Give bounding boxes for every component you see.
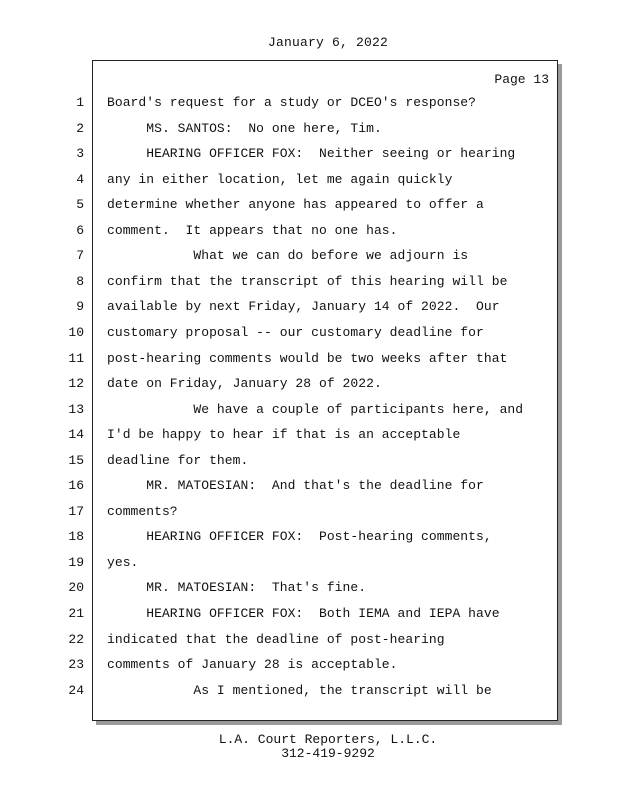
line-text: deadline for them. bbox=[107, 453, 249, 468]
line-text: yes. bbox=[107, 555, 139, 570]
line-text: HEARING OFFICER FOX: Post-hearing comments, bbox=[107, 529, 492, 544]
line-text: MR. MATOESIAN: And that's the deadline for bbox=[107, 478, 484, 493]
footer-phone: 312-419-9292 bbox=[281, 746, 375, 761]
line-number: 7 bbox=[76, 248, 84, 263]
line-number: 9 bbox=[76, 299, 84, 314]
line-number: 23 bbox=[68, 657, 84, 672]
line-number: 18 bbox=[68, 529, 84, 544]
line-text: Board's request for a study or DCEO's response? bbox=[107, 95, 477, 110]
line-text: any in either location, let me again quickly bbox=[107, 172, 453, 187]
line-text: HEARING OFFICER FOX: Neither seeing or hearing bbox=[107, 146, 516, 161]
line-text: What we can do before we adjourn is bbox=[107, 248, 469, 263]
line-text: MR. MATOESIAN: That's fine. bbox=[107, 580, 367, 595]
line-number: 5 bbox=[76, 197, 84, 212]
line-number: 14 bbox=[68, 427, 84, 442]
line-number: 19 bbox=[68, 555, 84, 570]
line-number: 1 bbox=[76, 95, 84, 110]
page-number: Page 13 bbox=[494, 72, 549, 87]
line-number: 15 bbox=[68, 453, 84, 468]
line-text: comments? bbox=[107, 504, 178, 519]
footer-company: L.A. Court Reporters, L.L.C. bbox=[218, 732, 438, 747]
line-number: 6 bbox=[76, 223, 84, 238]
line-number: 22 bbox=[68, 632, 84, 647]
line-number: 11 bbox=[68, 351, 84, 366]
line-number: 12 bbox=[68, 376, 84, 391]
line-text: determine whether anyone has appeared to offer a bbox=[107, 197, 484, 212]
line-number: 13 bbox=[68, 402, 84, 417]
line-text: indicated that the deadline of post-hearing bbox=[107, 632, 445, 647]
line-number: 20 bbox=[68, 580, 84, 595]
line-text: available by next Friday, January 14 of 2022. Our bbox=[107, 299, 500, 314]
line-number: 8 bbox=[76, 274, 84, 289]
footer bbox=[0, 733, 618, 761]
header-date: January 6, 2022 bbox=[267, 35, 389, 50]
line-text: We have a couple of participants here, and bbox=[107, 402, 524, 417]
line-number: 10 bbox=[68, 325, 84, 340]
line-text: customary proposal -- our customary deadline for bbox=[107, 325, 484, 340]
line-text: comments of January 28 is acceptable. bbox=[107, 657, 398, 672]
line-text: I'd be happy to hear if that is an acceptable bbox=[107, 427, 461, 442]
line-text: HEARING OFFICER FOX: Both IEMA and IEPA have bbox=[107, 606, 500, 621]
line-number: 3 bbox=[76, 146, 84, 161]
line-number: 16 bbox=[68, 478, 84, 493]
line-text: MS. SANTOS: No one here, Tim. bbox=[107, 121, 382, 136]
line-text: confirm that the transcript of this hearing will be bbox=[107, 274, 508, 289]
line-number: 21 bbox=[68, 606, 84, 621]
line-text: post-hearing comments would be two weeks after that bbox=[107, 351, 508, 366]
line-number: 17 bbox=[68, 504, 84, 519]
line-text: date on Friday, January 28 of 2022. bbox=[107, 376, 382, 391]
line-text: comment. It appears that no one has. bbox=[107, 223, 398, 238]
line-number: 4 bbox=[76, 172, 84, 187]
line-text: As I mentioned, the transcript will be bbox=[107, 683, 492, 698]
line-number: 2 bbox=[76, 121, 84, 136]
line-number: 24 bbox=[68, 683, 84, 698]
